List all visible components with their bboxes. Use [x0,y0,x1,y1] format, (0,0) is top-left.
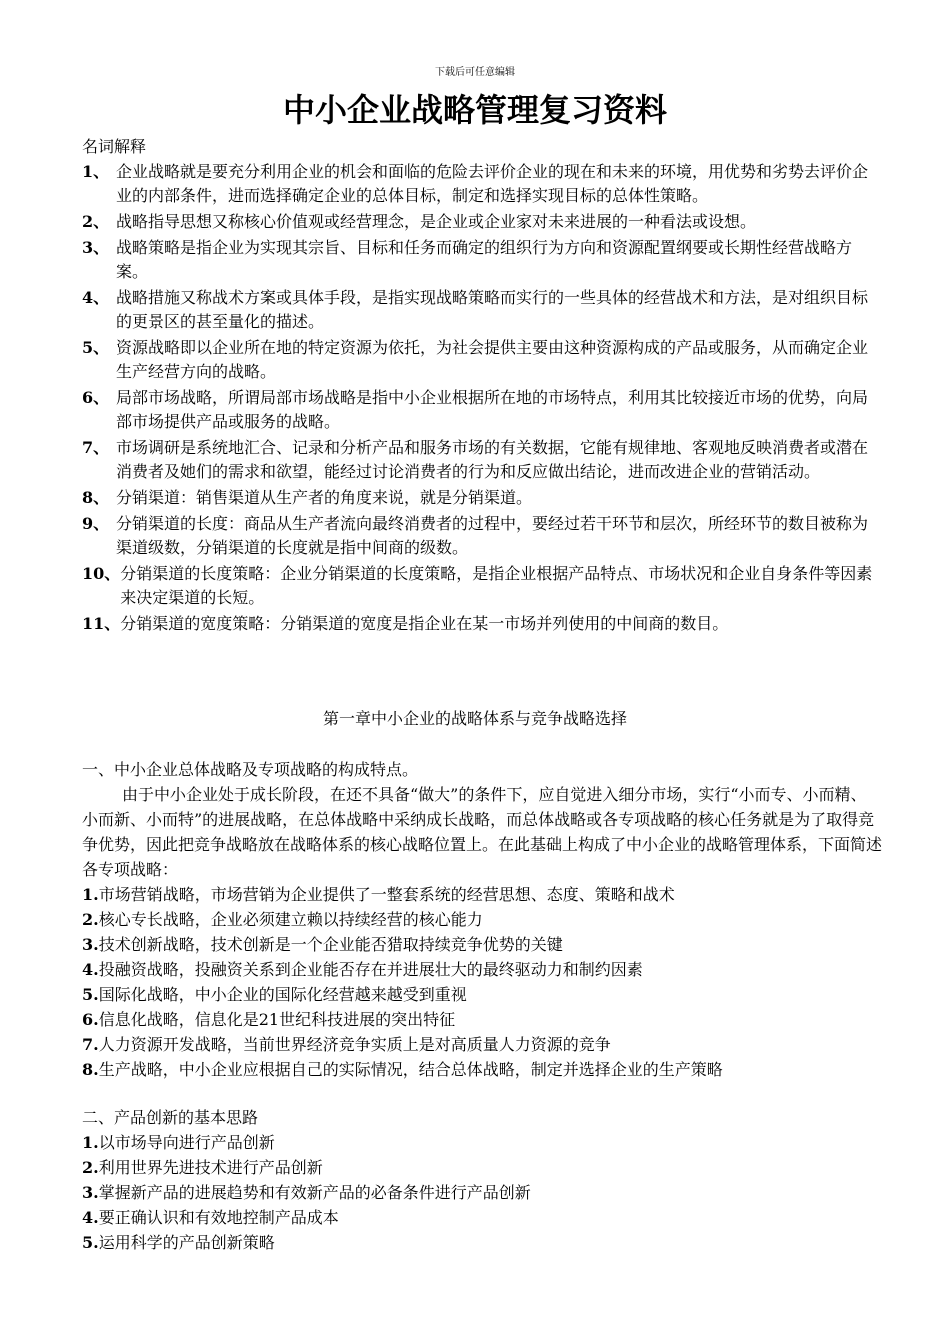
list-item [82,1007,882,1032]
term-number: 11、 [82,614,121,633]
term-item [82,210,882,234]
list-item [82,1130,882,1155]
list-item [82,1180,882,1205]
term-number: 3、 [82,238,110,257]
list-item-number: 5. [82,1233,99,1252]
list-item-text: 信息化战略，信息化是21世纪科技进展的突出特征 [98,1010,456,1029]
terms-heading: 名词解释 [82,137,147,156]
chapter-title: 第一章中小企业的战略体系与竞争战略选择 [322,709,627,728]
section-product-innovation [82,1106,882,1255]
term-text: 分销渠道的宽度策略：分销渠道的宽度是指企业在某一市场并列使用的中间商的数目。 [120,614,729,633]
terms-list [82,160,882,638]
list-item [82,957,882,982]
list-item [82,1057,882,1082]
list-item [82,1032,882,1057]
list-item-number: 8. [82,1060,99,1079]
list-item-text: 掌握新产品的进展趋势和有效新产品的必备条件进行产品创新 [98,1183,531,1202]
list-item-text: 生产战略，中小企业应根据自己的实际情况，结合总体战略，制定并选择企业的生产策略 [98,1060,723,1079]
term-text: 战略策略是指企业为实现其宗旨、目标和任务而确定的组织行为方向和资源配置纲要或长期性经营战略方案。 [116,238,853,281]
list-item-number: 1. [82,1133,99,1152]
term-text: 企业战略就是要充分利用企业的机会和面临的危险去评价企业的现在和未来的环境，用优势和劣势去评价企业的内部条件，进而选择确定企业的总体目标，制定和选择实现目标的总体性策略。 [116,162,869,205]
term-text: 战略指导思想又称核心价值观或经营理念，是企业或企业家对未来进展的一种看法或设想。 [116,212,757,231]
term-item [82,486,882,510]
term-text: 局部市场战略，所谓局部市场战略是指中小企业根据所在地的市场特点，利用其比较接近市场的优势，向局部市场提供产品或服务的战略。 [116,388,869,431]
term-text: 分销渠道的长度：商品从生产者流向最终消费者的过程中，要经过若干环节和层次，所经环节的数目被称为渠道级数，分销渠道的长度就是指中间商的级数。 [116,514,869,557]
section-heading: 一、中小企业总体战略及专项战略的构成特点。 [82,760,419,779]
term-text: 资源战略即以企业所在地的特定资源为依托，为社会提供主要由这种资源构成的产品或服务，从而确定企业生产经营方向的战略。 [116,338,869,381]
term-item [82,236,882,284]
list-item-number: 3. [82,935,99,954]
list-item-number: 5. [82,985,99,1004]
header-note: 下载后可任意编辑 [435,67,515,78]
list-item-number: 7. [82,1035,99,1054]
list-item-text: 要正确认识和有效地控制产品成本 [98,1208,339,1227]
document-title: 中小企业战略管理复习资料 [282,91,667,129]
section-heading: 二、产品创新的基本思路 [82,1108,259,1127]
list-item-text: 运用科学的产品创新策略 [98,1233,275,1252]
list-item-number: 4. [82,1208,99,1227]
term-item [82,562,882,610]
term-text: 市场调研是系统地汇合、记录和分析产品和服务市场的有关数据，它能有规律地、客观地反映消费者或潜在消费者及她们的需求和欲望，能经过讨论消费者的行为和反应做出结论，进而改进企业的营销活动。 [116,438,869,481]
term-number: 2、 [82,212,110,231]
list-item-text: 投融资战略，投融资关系到企业能否存在并进展壮大的最终驱动力和制约因素 [98,960,643,979]
term-text: 分销渠道：销售渠道从生产者的角度来说，就是分销渠道。 [116,488,533,507]
term-item [82,436,882,484]
term-text: 战略措施又称战术方案或具体手段，是指实现战略策略而实行的一些具体的经营战术和方法，是对组织目标的更景区的甚至量化的描述。 [116,288,869,331]
list-item-number: 2. [82,910,99,929]
term-item [82,612,882,636]
list-item-text: 利用世界先进技术进行产品创新 [98,1158,323,1177]
term-number: 1、 [82,162,110,181]
section-paragraph: 由于中小企业处于成长阶段，在还不具备“做大”的条件下，应自觉进入细分市场，实行“小而专、小而精、小而新、小而特”的进展战略，在总体战略中采纳成长战略，而总体战略或各专项战略的核心任务就是为了取得竞争优势，因此把竞争战略放在战略体系的核心战略位置上。在此基础上构成了中小企业的战略管理体系，下面简述各专项战略： [82,785,883,879]
list-item-text: 国际化战略，中小企业的国际化经营越来越受到重视 [98,985,467,1004]
list-item [82,882,882,907]
list-item-number: 6. [82,1010,99,1029]
term-number: 8、 [82,488,110,507]
term-item [82,336,882,384]
term-number: 10、 [82,564,121,583]
term-number: 4、 [82,288,110,307]
term-text: 分销渠道的长度策略：企业分销渠道的长度策略，是指企业根据产品特点、市场状况和企业自身条件等因素来决定渠道的长短。 [120,564,873,607]
list-item-text: 以市场导向进行产品创新 [98,1133,275,1152]
term-item [82,286,882,334]
list-item [82,1230,882,1255]
list-item [82,982,882,1007]
list-item-text: 市场营销战略，市场营销为企业提供了一整套系统的经营思想、态度、策略和战术 [98,885,675,904]
term-number: 7、 [82,438,110,457]
list-item-text: 人力资源开发战略，当前世界经济竞争实质上是对高质量人力资源的竞争 [98,1035,611,1054]
list-item [82,1205,882,1230]
term-number: 5、 [82,338,110,357]
list-item-text: 核心专长战略，企业必须建立赖以持续经营的核心能力 [98,910,483,929]
term-number: 6、 [82,388,110,407]
term-item [82,386,882,434]
section-strategy-composition [82,758,882,1082]
list-item [82,1155,882,1180]
term-item [82,512,882,560]
list-item-number: 1. [82,885,99,904]
list-item-number: 4. [82,960,99,979]
list-item [82,907,882,932]
list-item-text: 技术创新战略，技术创新是一个企业能否猎取持续竞争优势的关键 [98,935,563,954]
list-item-number: 2. [82,1158,99,1177]
list-item [82,932,882,957]
term-item [82,160,882,208]
list-item-number: 3. [82,1183,99,1202]
term-number: 9、 [82,514,110,533]
